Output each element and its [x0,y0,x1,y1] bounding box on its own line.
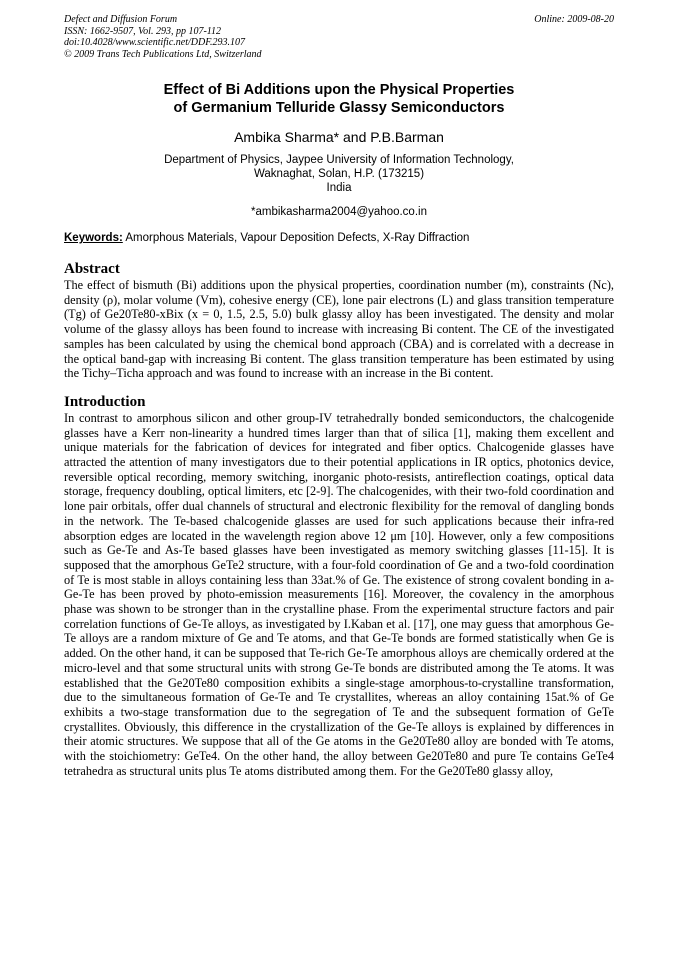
affiliation-line-2: Waknaghat, Solan, H.P. (173215) [253,168,425,180]
keywords-label: Keywords: [64,232,123,244]
abstract-heading: Abstract [64,261,120,277]
affiliation [64,153,614,195]
title-line-1: Effect of Bi Additions upon the Physical Properties [163,82,515,98]
running-header [64,14,614,60]
author-email[interactable]: *ambikasharma2004@yahoo.co.in [251,206,427,218]
author-list: Ambika Sharma* and P.B.Barman [234,129,444,145]
title-line-2: of Germanium Telluride Glassy Semiconductors [173,99,505,116]
online-date: Online: 2009-08-20 [534,14,614,25]
paper-page [64,14,614,779]
issn-line: ISSN: 1662-9507, Vol. 293, pp 107-112 [64,25,222,37]
copyright-line: © 2009 Trans Tech Publications Ltd, Switzerland [64,48,262,60]
affiliation-line-3: India [326,182,352,194]
doi-line: doi:10.4028/www.scientific.net/DDF.293.107 [64,37,246,48]
journal-name: Defect and Diffusion Forum [64,14,178,25]
keywords-text: Amorphous Materials, Vapour Deposition Defects, X-Ray Diffraction [125,232,470,244]
abstract-text: The effect of bismuth (Bi) additions upon the physical properties, coordination number (m), constraints (Nc), density (ρ), molar volume (Vm), cohesive energy (CE), lone pair electrons (L) and glass transition temperature (Tg) of Ge20Te80-xBix (x = 0, 1.5, 2.5, 5.0) bulk glassy alloy has been investigated. The density and molar volume of the glassy alloys has been found to increase with increasing Bi content. The CE of the investigated samples has been calculated by using the chemical bond approach (CBA) and is correlated with a decrease in the optical band-gap with increasing Bi content. The glass transition temperature has been estimated by using the Tichy–Ticha approach and was found to increase with an increase in the Bi content. [64,278,614,381]
keywords-line [64,232,614,244]
paper-title [64,82,614,117]
introduction-heading: Introduction [64,393,146,410]
affiliation-line-1: Department of Physics, Jaypee University of Information Technology, [164,154,514,166]
introduction-text: In contrast to amorphous silicon and other group-IV tetrahedrally bonded semiconductors, the chalcogenide glasses have a Kerr non-linearity a hundred times larger than that of silica [1], making them excellent and unique materials for the fabrication of devices for integrated and fiber optics. Chalcogenide glasses have attracted the attention of many investigators due to their potential applications in IR optics, photonics device, reversible optical recording, memory switching, inorganic photo-resists, antireflection coatings, optical data storage, frequency doubling, optical limiters, etc [2-9]. The chalcogenides, with their two-fold coordination and lone pair orbitals, offer dual channels of structural and electronic flexibility for the removal of dangling bonds in the network. The Te-based chalcogenide glasses are used for such applications because their infra-red absorption edges are located in the wavelength region above 12 μm [10]. However, only a few compositions such as Ge-Te and As-Te based glasses have been investigated as memory switching glasses [11-15]. It is supposed that the amorphous GeTe2 structure, with a four-fold coordination of Ge and a two-fold coordination of Te is most stable in alloys containing less than 33at.% of Ge. The existence of strong covalent bonding in a-Ge-Te has been proved by photo-emission measurements [16]. Moreover, the covalency in the amorphous phase was shown to be stronger than in the crystalline phase. From the experimental structure factors and pair correlation functions of Ge-Te alloys, as investigated by I.Kaban et al. [17], one may guess that amorphous Ge-Te alloys are a random mixture of Ge and Te atoms, and that Ge-Te bonds are formed statistically when Ge is added. On the other hand, it can be supposed that Te-rich Ge-Te amorphous alloys are chemically ordered at the micro-level and that some structural units with strong Ge-Te bonds are distributed among the Te atoms. It was established that the Ge20Te80 composition exhibits a single-stage amorphous-to-crystalline transformation, due to the simultaneous formation of Ge-Te and Te crystallites, whereas an alloy containing 15at.% of Ge exhibits a two-stage transformation due to the segregation of Te and the subsequent formation of GeTe crystallites. Obviously, this difference in the crystallization of the Ge-Te alloys is explained by differences in their atomic structures. We suppose that all of the Ge atoms in the Ge20Te80 alloy are bonded with Te atoms, with the stoichiometry: GeTe4. On the other hand, the alloy between Ge20Te80 and pure Te contains GeTe4 tetrahedra as structural units plus Te atoms distributed among them. For the Ge20Te80 glassy alloy, [64,410,614,778]
